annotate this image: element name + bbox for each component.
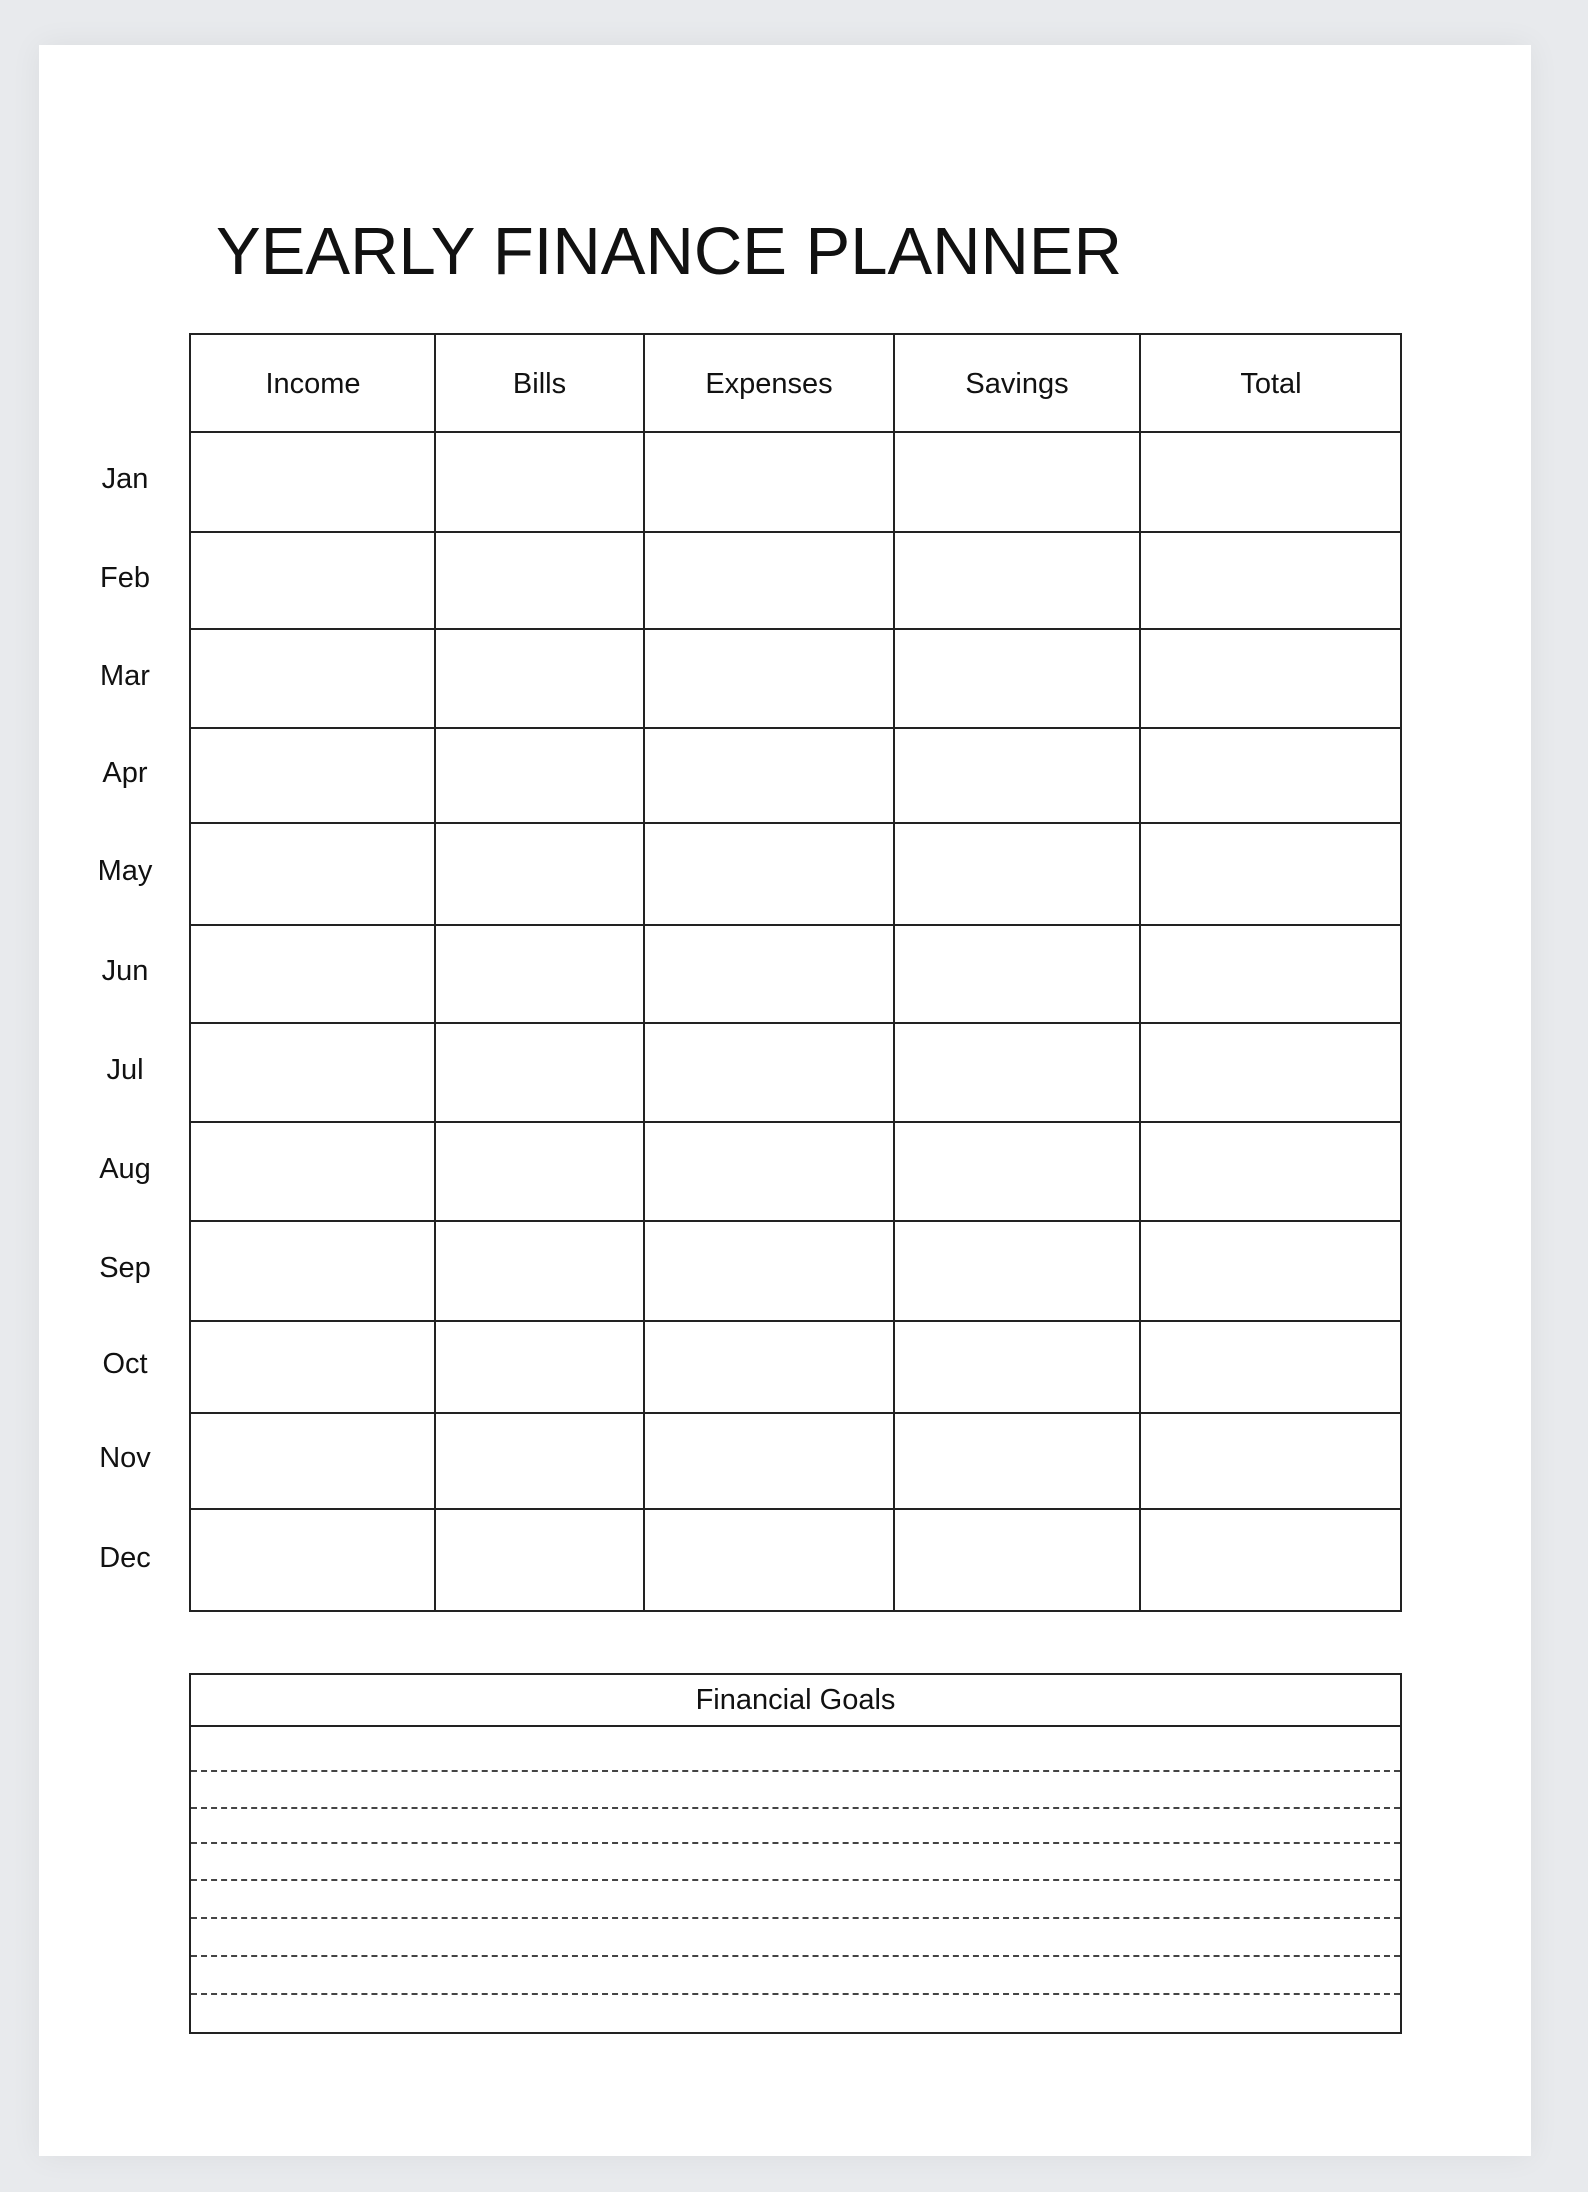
column-header-income: Income [265,367,361,400]
cell-jul-bills[interactable] [437,1025,642,1120]
cell-may-bills[interactable] [437,825,642,923]
cell-mar-income[interactable] [193,631,433,726]
cell-jun-income[interactable] [193,927,433,1021]
cell-may-savings[interactable] [896,825,1138,923]
cell-may-income[interactable] [193,825,433,923]
cell-mar-savings[interactable] [896,631,1138,726]
cell-jan-income[interactable] [193,434,433,530]
cell-jun-savings[interactable] [896,927,1138,1021]
cell-nov-savings[interactable] [896,1415,1138,1507]
month-label-apr: Apr [102,756,148,789]
goal-line[interactable] [191,1917,1400,1919]
cell-dec-income[interactable] [193,1511,433,1611]
cell-may-total[interactable] [1142,825,1400,923]
cell-may-expenses[interactable] [646,825,892,923]
cell-oct-income[interactable] [193,1323,433,1411]
cell-oct-total[interactable] [1142,1323,1400,1411]
goal-line[interactable] [191,1955,1400,1957]
cell-nov-expenses[interactable] [646,1415,892,1507]
cell-nov-total[interactable] [1142,1415,1400,1507]
cell-nov-bills[interactable] [437,1415,642,1507]
month-label-aug: Aug [99,1152,151,1185]
goal-line[interactable] [191,1993,1400,1995]
row-divider [191,531,1400,533]
goal-line[interactable] [191,1807,1400,1809]
goal-line[interactable] [191,1842,1400,1844]
cell-feb-savings[interactable] [896,534,1138,627]
cell-apr-bills[interactable] [437,730,642,821]
cell-dec-total[interactable] [1142,1511,1400,1611]
cell-mar-total[interactable] [1142,631,1400,726]
financial-goals-title: Financial Goals [191,1675,1400,1727]
cell-dec-bills[interactable] [437,1511,642,1611]
cell-jan-total[interactable] [1142,434,1400,530]
row-divider [191,727,1400,729]
cell-apr-income[interactable] [193,730,433,821]
column-header-savings: Savings [965,367,1069,400]
row-divider [191,822,1400,824]
row-divider [191,924,1400,926]
cell-aug-savings[interactable] [896,1124,1138,1219]
cell-dec-expenses[interactable] [646,1511,892,1611]
cell-jul-total[interactable] [1142,1025,1400,1120]
cell-jan-expenses[interactable] [646,434,892,530]
row-divider [191,431,1400,433]
cell-jun-bills[interactable] [437,927,642,1021]
cell-feb-expenses[interactable] [646,534,892,627]
column-divider [434,335,436,1610]
month-label-jan: Jan [101,463,149,495]
column-divider [893,335,895,1610]
month-label-nov: Nov [99,1442,151,1474]
cell-jul-income[interactable] [193,1025,433,1120]
month-label-sep: Sep [99,1252,151,1284]
cell-apr-savings[interactable] [896,730,1138,821]
page-title: YEARLY FINANCE PLANNER [216,214,1123,289]
financial-goals-box [189,1673,1402,2034]
cell-nov-income[interactable] [193,1415,433,1507]
month-label-may: May [97,855,153,887]
cell-feb-bills[interactable] [437,534,642,627]
cell-jun-total[interactable] [1142,927,1400,1021]
cell-jan-savings[interactable] [896,434,1138,530]
cell-sep-income[interactable] [193,1223,433,1319]
cell-feb-income[interactable] [193,534,433,627]
cell-aug-bills[interactable] [437,1124,642,1219]
cell-apr-expenses[interactable] [646,730,892,821]
cell-jan-bills[interactable] [437,434,642,530]
row-divider [191,1121,1400,1123]
column-header-bills: Bills [512,367,567,400]
cell-sep-total[interactable] [1142,1223,1400,1319]
column-divider [1139,335,1141,1610]
month-label-jul: Jul [106,1053,144,1086]
month-label-feb: Feb [100,561,150,594]
cell-mar-expenses[interactable] [646,631,892,726]
cell-feb-total[interactable] [1142,534,1400,627]
cell-jun-expenses[interactable] [646,927,892,1021]
column-divider [643,335,645,1610]
row-divider [191,1412,1400,1414]
row-divider [191,1508,1400,1510]
cell-jul-savings[interactable] [896,1025,1138,1120]
cell-oct-bills[interactable] [437,1323,642,1411]
finance-table [189,333,1402,1612]
cell-mar-bills[interactable] [437,631,642,726]
cell-sep-expenses[interactable] [646,1223,892,1319]
column-header-expenses: Expenses [705,367,833,400]
row-divider [191,1320,1400,1322]
goal-line[interactable] [191,1879,1400,1881]
cell-aug-expenses[interactable] [646,1124,892,1219]
cell-dec-savings[interactable] [896,1511,1138,1611]
cell-aug-total[interactable] [1142,1124,1400,1219]
month-label-mar: Mar [100,659,150,692]
cell-oct-savings[interactable] [896,1323,1138,1411]
cell-aug-income[interactable] [193,1124,433,1219]
goal-line[interactable] [191,1770,1400,1772]
cell-sep-bills[interactable] [437,1223,642,1319]
cell-oct-expenses[interactable] [646,1323,892,1411]
cell-apr-total[interactable] [1142,730,1400,821]
column-header-total: Total [1240,367,1302,400]
cell-jul-expenses[interactable] [646,1025,892,1120]
cell-sep-savings[interactable] [896,1223,1138,1319]
row-divider [191,1220,1400,1222]
row-divider [191,1022,1400,1024]
month-label-dec: Dec [99,1542,151,1574]
month-label-jun: Jun [101,955,149,987]
row-divider [191,628,1400,630]
month-label-oct: Oct [102,1348,148,1380]
